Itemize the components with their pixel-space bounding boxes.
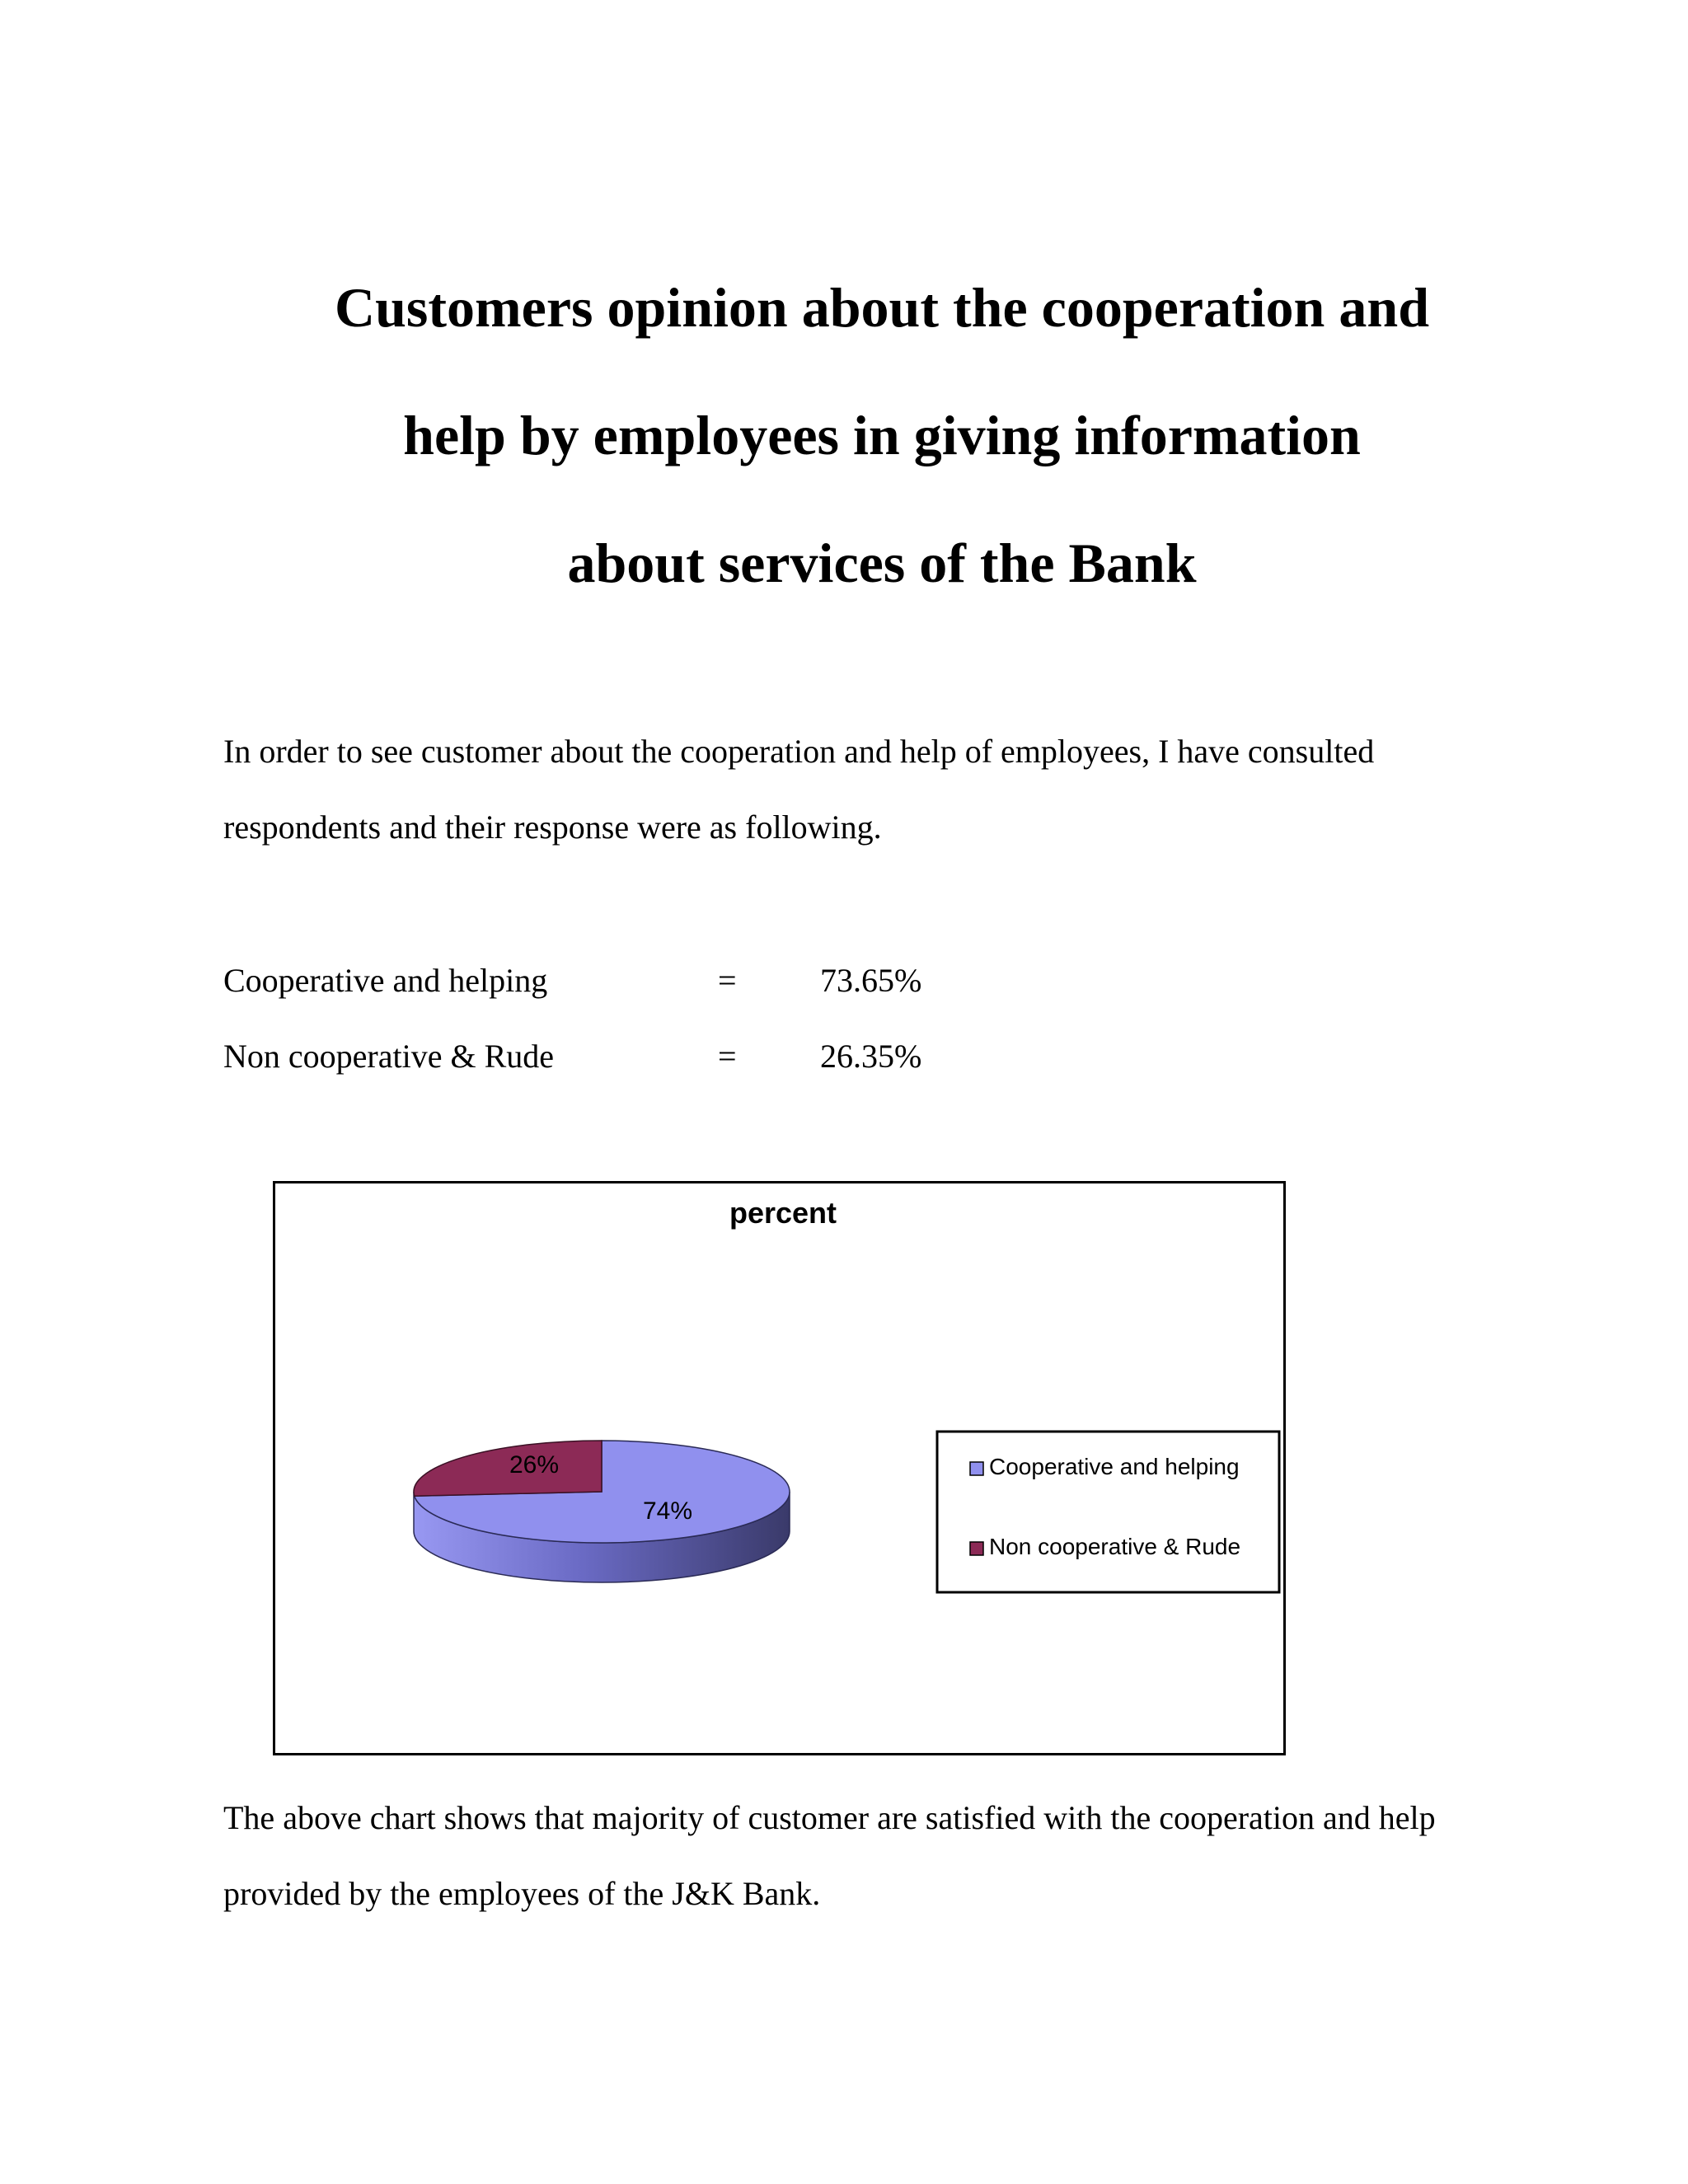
pie-chart [273, 1181, 1286, 1755]
legend-swatch-cooperative [970, 1462, 983, 1475]
intro-line-2: respondents and their response were as following. [223, 808, 882, 846]
pie-chart-canvas [275, 1183, 1283, 1753]
page-title-line-3: about services of the Bank [567, 532, 1197, 594]
intro-line-1: In order to see customer about the cooperation and help of employees, I have consulted [223, 733, 1375, 770]
stat-value: 26.35% [820, 1038, 922, 1075]
stat-equals: = [718, 1038, 737, 1075]
chart-legend [937, 1432, 1279, 1592]
pie-slice-non-cooperative [414, 1441, 602, 1496]
page-title-line-2: help by employees in giving information [403, 404, 1361, 466]
page-title-line-1: Customers opinion about the cooperation and [334, 276, 1430, 339]
data-label-cooperative: 74% [642, 1497, 693, 1525]
stat-label: Cooperative and helping [223, 962, 548, 999]
stat-label: Non cooperative & Rude [223, 1038, 554, 1075]
stat-equals: = [718, 962, 737, 999]
legend-swatch-non-cooperative [970, 1542, 983, 1555]
conclusion-line-2: provided by the employees of the J&K Bank. [223, 1875, 821, 1912]
data-label-non-cooperative: 26% [509, 1451, 560, 1479]
stat-value: 73.65% [820, 962, 922, 999]
chart-title: percent [729, 1196, 837, 1230]
conclusion-line-1: The above chart shows that majority of customer are satisfied with the cooperation and help [223, 1799, 1436, 1836]
legend-label-non-cooperative: Non cooperative & Rude [989, 1534, 1241, 1559]
legend-label-cooperative: Cooperative and helping [989, 1454, 1240, 1479]
pie-group [414, 1441, 790, 1582]
